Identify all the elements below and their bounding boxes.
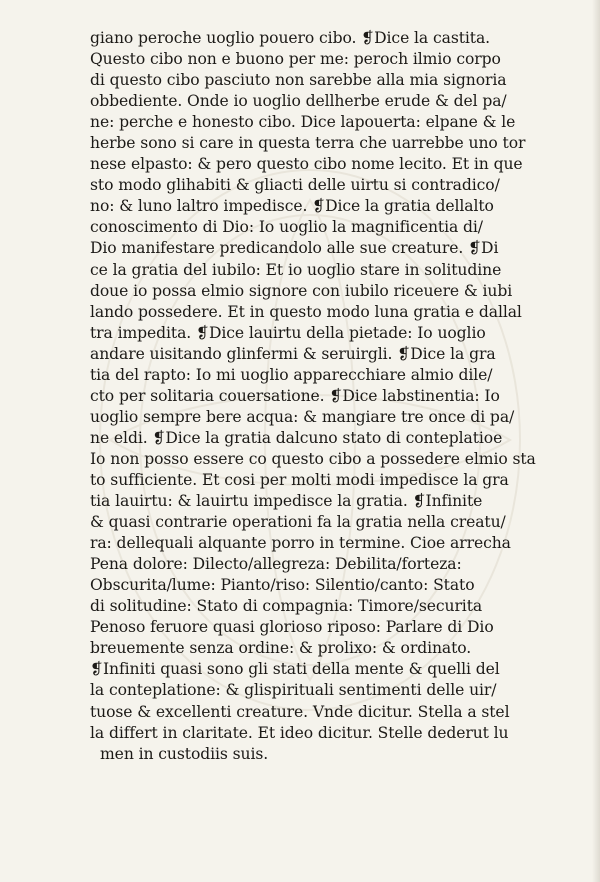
text-line: la differt in claritate. Et ideo dicitur. Stelle dederut lu — [90, 723, 509, 742]
text-line: di solitudine: Stato di compagnia: Timore/securita — [90, 597, 483, 616]
text-line: to sufficiente. Et cosi per molti modi impedisce la gra — [90, 470, 509, 489]
text-line: ra: dellequali alquante porro in termine. Cioe arrecha — [90, 534, 511, 553]
text-line: cto per solitaria couersatione. ❡Dice labstinentia: Io — [90, 386, 500, 405]
text-line: di questo cibo pasciuto non sarebbe alla mia signoria — [90, 71, 507, 90]
text-line: no: & luno laltro impedisce. ❡Dice la gratia dellalto — [90, 197, 494, 216]
text-line: ❡Infiniti quasi sono gli stati della mente & quelli del — [90, 660, 500, 679]
text-line: Io non posso essere co questo cibo a possedere elmio sta — [90, 449, 536, 468]
text-line: ce la gratia del iubilo: Et io uoglio stare in solitudine — [90, 260, 502, 279]
text-line: tuose & excellenti creature. Vnde dicitur. Stella a stel — [90, 702, 510, 721]
page-edge-shadow — [592, 0, 600, 882]
text-line: tia del rapto: Io mi uoglio apparecchiare almio dile/ — [90, 365, 493, 384]
text-line: ne eldi. ❡Dice la gratia dalcuno stato di conteplatioe — [90, 428, 503, 447]
text-line: nese elpasto: & pero questo cibo nome lecito. Et in que — [90, 155, 523, 174]
text-line: Pena dolore: Dilecto/allegreza: Debilita/forteza: — [90, 555, 462, 574]
text-line: tra impedita. ❡Dice lauirtu della pietade: Io uoglio — [90, 323, 486, 342]
incunable-text-block — [90, 28, 540, 765]
text-line: conoscimento di Dio: Io uoglio la magnificentia di/ — [90, 218, 483, 237]
text-line: breuemente senza ordine: & prolixo: & ordinato. — [90, 639, 472, 658]
text-line: andare uisitando glinfermi & seruirgli. ❡Dice la gra — [90, 344, 496, 363]
text-line: giano peroche uoglio pouero cibo. ❡Dice la castita. — [90, 29, 490, 47]
text-line: Dio manifestare predicandolo alle sue creature. ❡Di — [90, 239, 499, 258]
text-line: & quasi contrarie operationi fa la gratia nella creatu/ — [90, 513, 506, 532]
text-line: herbe sono si care in questa terra che uarrebbe uno tor — [90, 134, 526, 153]
text-line: la conteplatione: & glispirituali sentimenti delle uir/ — [90, 681, 497, 700]
text-line: Questo cibo non e buono per me: peroch ilmio corpo — [90, 50, 501, 69]
text-line: doue io possa elmio signore con iubilo riceuere & iubi — [90, 281, 513, 300]
text-line: ne: perche e honesto cibo. Dice lapouerta: elpane & le — [90, 113, 516, 132]
text-line: lando possedere. Et in questo modo luna gratia e dallal — [90, 302, 522, 321]
text-line: uoglio sempre bere acqua: & mangiare tre once di pa/ — [90, 407, 515, 426]
text-line: tia lauirtu: & lauirtu impedisce la gratia. ❡Infinite — [90, 492, 483, 511]
text-line: obbediente. Onde io uoglio dellherbe erude & del pa/ — [90, 92, 507, 111]
text-line: Penoso feruore quasi glorioso riposo: Parlare di Dio — [90, 618, 494, 637]
text-line: Obscurita/lume: Pianto/riso: Silentio/canto: Stato — [90, 576, 475, 595]
text-line: men in custodiis suis. — [100, 744, 269, 763]
text-line: sto modo glihabiti & gliacti delle uirtu si contradico/ — [90, 176, 500, 195]
